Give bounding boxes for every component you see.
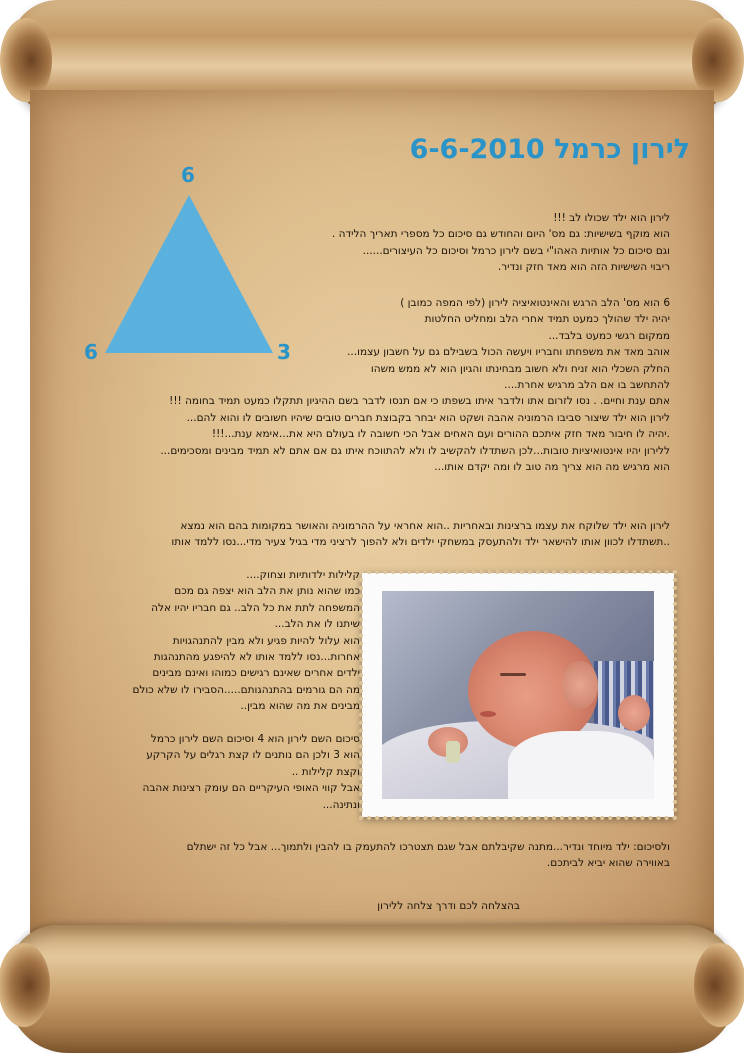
text-line: ללירון יהיו אינטואיציות טובות...לכן השתדלו להקשיב לו ולא להתווכח איתו גם אם אתם לא תמיד מבינים ומסכימים... [160,444,670,457]
conclusion-paragraph [80,839,670,872]
text-line: לירון הוא ילד שלוקח את עצמו ברצינות ובאחריות ..הוא אחראי על ההרמוניה והאושר במקומות בהם הוא נמצא [180,520,670,532]
text-line: ילדים אחרים שאינם רגישים כמוהו ואינם מבינים [152,667,360,680]
scroll-bottom-roll [8,925,736,1053]
pacifier [446,741,460,763]
baby-fist-right [618,695,650,731]
text-line: וגם סיכום כל אותיות האהו"י בשם לירון כרמל וסיכום כל העיצורים...... [362,244,670,257]
page-title: לירון כרמל 6-6-2010 [409,134,690,165]
baby-onesie [508,731,654,799]
baby-eye [500,673,526,676]
text-line: סיכום השם לירון הוא 4 וסיכום השם לירון כרמל [150,733,360,745]
text-line: קלילות ילדותיות וצחוק.... [246,569,360,581]
heart-paragraph [100,295,670,475]
text-line: .יהיה לו חיבור מאד חזק איתכם ההורים ועם האחים אבל הכי חשובה לו בעולם היא את...אימא ענת...!!! [211,428,670,441]
text-line: מה הם גורמים בהתנהגותם.....הסבירו לו שלא כולם [132,683,360,696]
baby-photo-stamp [362,573,674,817]
text-line: לירון הוא ילד שיצור סביבו הרמוניה אהבה ושקט הוא יבחר בקבוצת חברים טובים שיהיו חשובים לו והוא להם... [186,411,670,424]
text-line: 6 הוא מס' הלב הרגש והאינטואיציה לירון (לפי המפה כמובן ) [400,297,670,309]
text-line: אתם ענת וחיים. . נסו לזרום אתו ולדבר איתו בשפתו כי אם תנסו לדבר בשם ההיגיון תתקלו כמעט תמיד בחומה !!! [169,395,670,408]
text-line: אבל קווי האופי העיקריים הם עומק רצינות אהבה [142,782,360,795]
text-line: ..תשתדלו לכוון אותו להישאר ילד ולהתעסק במשחקי ילדים ולא להפוך לרציני מדי בגיל צעיר מדי...נסו ללמד אותו [171,536,670,549]
text-line: הוא מרגיש מה הוא צריך מה טוב לו ומה יקדם אותו... [434,461,670,474]
text-line: לירון הוא ילד שכולו לב !!! [553,212,670,224]
text-line: ריבוי השישיות הזה הוא מאד חזק ונדיר. [497,261,670,274]
text-line: להתחשב בו אם הלב מרגיש אחרת.... [504,379,670,392]
baby-photo [382,591,654,799]
baby-ear [562,661,598,709]
text-line: הוא מוקף בשישיות: גם מס' היום והחודש גם סיכום כל מספרי תאריך הלידה . [331,228,670,241]
sensitivity-paragraph [80,567,360,715]
text-line: ונתינה... [322,798,360,811]
text-line: המשפחה לתת את כל הלב.. גם חבריו יהיו אלה [151,601,360,614]
triangle-number-top: 6 [181,163,195,187]
text-line: אחרות...נסו ללמד אותו לא להיפגע מהתנהגות [153,651,360,664]
closing-line [80,898,520,914]
text-line: החלק השכלי הוא זניח ולא חשוב מבחינתו והגיון הוא לא ממש משהו [370,362,670,375]
text-line: באווירה שהוא יביא לביתכם. [546,857,670,870]
responsibility-paragraph [80,518,670,551]
text-line: אוהב מאד את משפחתו וחבריו ויעשה הכול בשבילם גם על חשבון עצמו... [347,346,670,359]
intro-paragraph [260,210,670,276]
text-line: מבינים את מה שהוא מבין.. [240,700,360,713]
text-line: בהצלחה לכם ודרך צלחה ללירון [377,900,520,912]
triangle-number-right: 3 [277,340,291,364]
baby-mouth [480,711,496,717]
text-line: וקצת קלילות .. [291,765,360,778]
text-line: יהיה ילד שהולך כמעט תמיד אחרי הלב ומחליט החלטות [424,313,670,326]
text-line: הוא עלול להיות פגיע ולא מבין להתנהגויות [172,634,360,647]
text-line: שיתנו לו את הלב... [274,618,360,631]
text-line: כמו שהוא נותן את הלב הוא יצפה גם מכם [174,585,360,598]
triangle-number-left: 6 [84,340,98,364]
name-summary-paragraph [80,731,360,813]
text-line: הוא 3 ולכן הם נותנים לו קצת רגלים על הקרקע [146,749,360,762]
text-line: ולסיכום: ילד מיוחד ונדיר...מתנה שקיבלתם אבל שגם תצטרכו להתעמק בו להבין ולתמוך... אבל כל זה ישתלם [186,841,670,853]
text-line: ממקום רגשי כמעט בלבד... [548,329,670,342]
